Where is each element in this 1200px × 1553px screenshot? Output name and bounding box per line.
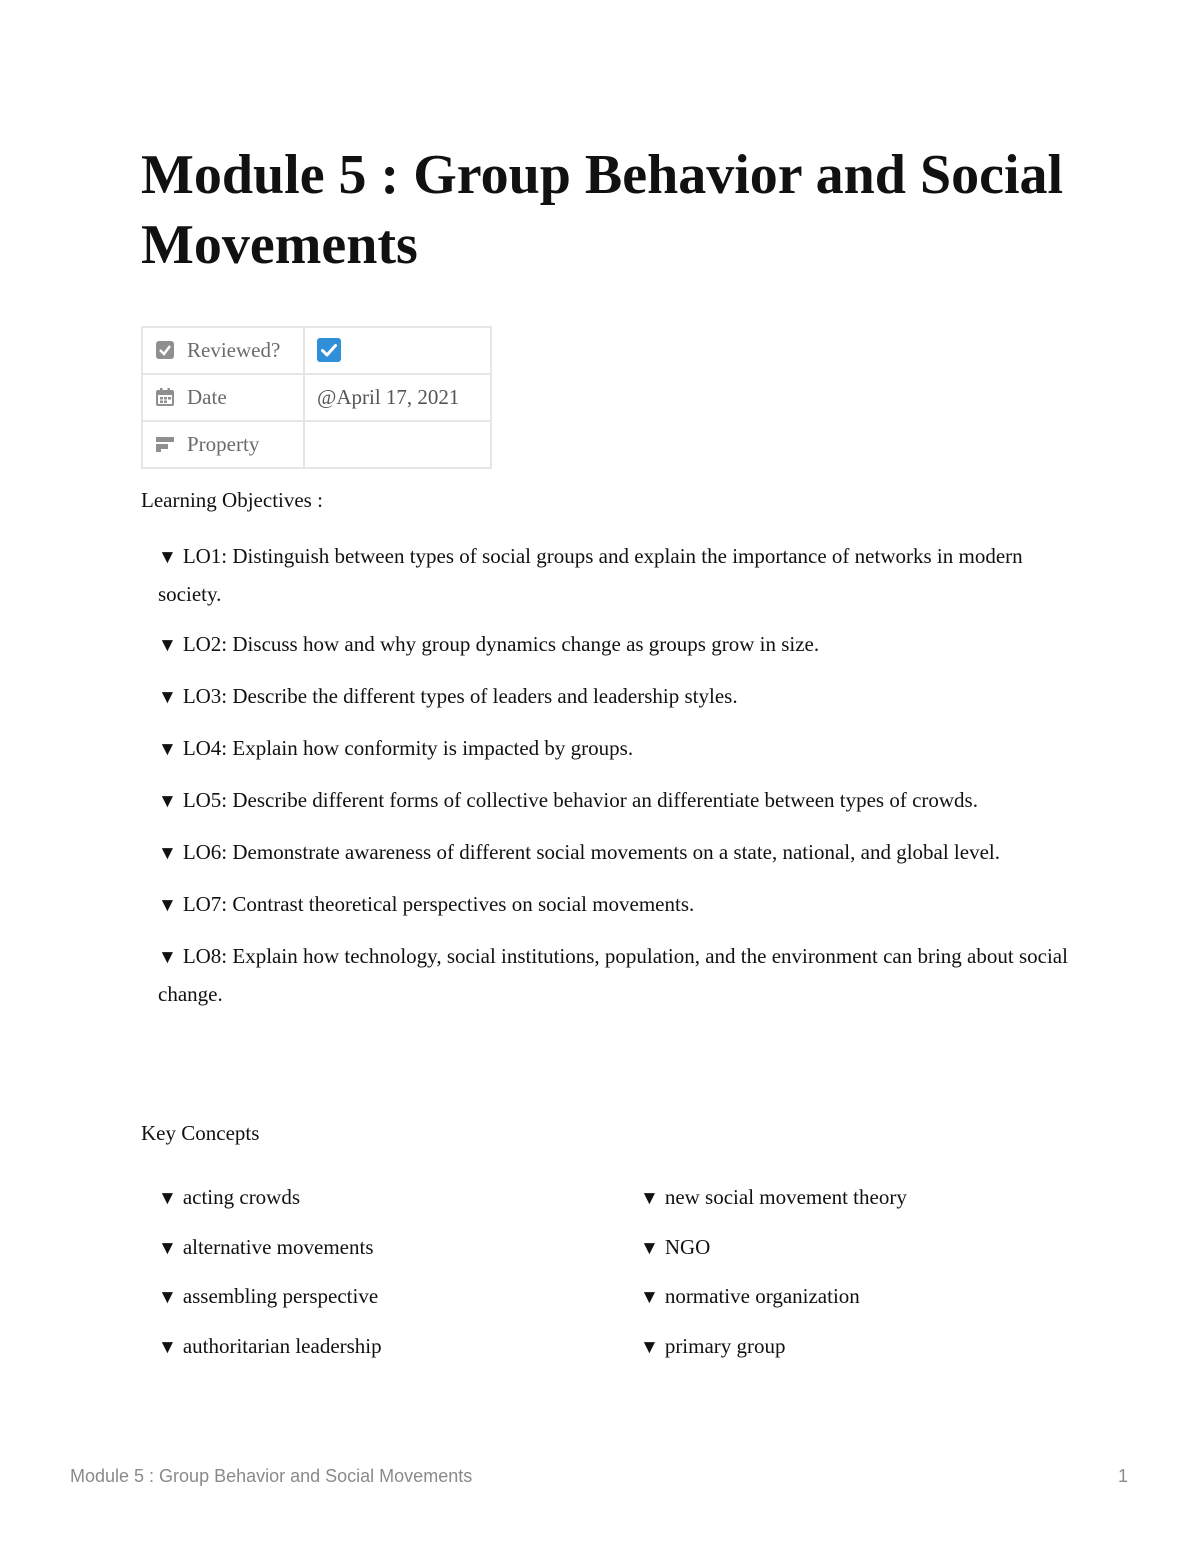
toggle-item-text: LO2: Discuss how and why group dynamics change as groups grow in size. (182, 632, 820, 656)
toggle-triangle-icon[interactable]: ▼ (158, 1287, 177, 1308)
toggle-triangle-icon[interactable]: ▼ (158, 843, 177, 864)
property-row-property (142, 421, 491, 468)
toggle-item[interactable] (158, 1279, 578, 1329)
toggle-triangle-icon[interactable]: ▼ (158, 547, 177, 568)
toggle-triangle-icon[interactable]: ▼ (158, 947, 177, 968)
toggle-item[interactable] (158, 1180, 578, 1230)
toggle-item-text: LO3: Describe the different types of leaders and leadership styles. (182, 684, 738, 708)
toggle-triangle-icon[interactable]: ▼ (158, 1237, 177, 1259)
toggle-item[interactable] (158, 678, 1068, 716)
property-row-reviewed (142, 327, 491, 374)
key-concepts-left-column (158, 1180, 578, 1378)
page-number: 1 (1118, 1466, 1129, 1486)
reviewed-checkbox[interactable] (317, 338, 341, 362)
toggle-item-text: authoritarian leadership (182, 1333, 382, 1358)
property-value-date[interactable]: @April 17, 2021 (304, 374, 491, 421)
property-row-date (142, 374, 491, 421)
property-value-property[interactable] (304, 421, 491, 468)
property-label: Date (187, 385, 227, 409)
checkmark-icon (317, 338, 341, 362)
toggle-item[interactable] (640, 1180, 1060, 1230)
toggle-triangle-icon[interactable]: ▼ (640, 1237, 659, 1259)
toggle-item-text: LO4: Explain how conformity is impacted by groups. (182, 736, 634, 760)
key-concepts-heading: Key Concepts (141, 1121, 260, 1145)
toggle-item[interactable] (640, 1230, 1060, 1280)
toggle-item-text: LO1: Distinguish between types of social groups and explain the importance of networks in modern society. (158, 544, 1023, 606)
checkbox-property-icon (155, 340, 175, 360)
page-title: Module 5 : Group Behavior and Social Movements (141, 144, 1064, 276)
toggle-item-text: LO8: Explain how technology, social institutions, population, and the environment can bring about social change. (158, 944, 1068, 1006)
toggle-item-text: new social movement theory (664, 1185, 907, 1209)
property-key-reviewed (142, 327, 304, 374)
toggle-triangle-icon[interactable]: ▼ (640, 1287, 659, 1308)
learning-objectives-list (158, 538, 1068, 1026)
toggle-item-text: normative organization (664, 1284, 860, 1308)
toggle-item[interactable] (158, 730, 1068, 768)
toggle-item[interactable] (640, 1329, 1060, 1379)
toggle-triangle-icon[interactable]: ▼ (158, 1188, 177, 1209)
toggle-item-text: acting crowds (182, 1185, 301, 1209)
toggle-item[interactable] (158, 1230, 578, 1280)
property-label: Property (187, 432, 260, 456)
toggle-item-text: NGO (664, 1234, 711, 1259)
toggle-item-text: assembling perspective (182, 1284, 379, 1308)
toggle-item[interactable] (158, 538, 1068, 612)
property-key-property (142, 421, 304, 468)
learning-objectives-heading: Learning Objectives : (141, 488, 323, 512)
toggle-item[interactable] (640, 1279, 1060, 1329)
toggle-item-text: alternative movements (182, 1234, 374, 1259)
toggle-item-text: LO6: Demonstrate awareness of different social movements on a state, national, and global level. (182, 840, 1000, 864)
property-value-reviewed (304, 327, 491, 374)
toggle-item[interactable] (158, 938, 1068, 1012)
toggle-item[interactable] (158, 834, 1068, 872)
toggle-triangle-icon[interactable]: ▼ (158, 791, 177, 812)
toggle-item-text: LO5: Describe different forms of collective behavior an differentiate between types of crowds. (182, 788, 978, 812)
footer-title: Module 5 : Group Behavior and Social Movements (70, 1466, 473, 1486)
toggle-item-text: primary group (664, 1333, 786, 1358)
text-property-icon (155, 434, 175, 454)
toggle-triangle-icon[interactable]: ▼ (640, 1188, 659, 1209)
toggle-triangle-icon[interactable]: ▼ (158, 687, 177, 708)
toggle-triangle-icon[interactable]: ▼ (158, 739, 177, 760)
property-label: Reviewed? (187, 338, 281, 362)
calendar-icon (155, 387, 175, 407)
toggle-triangle-icon[interactable]: ▼ (158, 1336, 177, 1358)
toggle-item[interactable] (158, 782, 1068, 820)
toggle-triangle-icon[interactable]: ▼ (158, 635, 177, 656)
toggle-triangle-icon[interactable]: ▼ (640, 1336, 659, 1358)
key-concepts-right-column (640, 1180, 1060, 1378)
toggle-item[interactable] (158, 626, 1068, 664)
toggle-item[interactable] (158, 1329, 578, 1379)
toggle-item-text: LO7: Contrast theoretical perspectives on social movements. (182, 892, 695, 916)
properties-table (141, 326, 492, 469)
toggle-item[interactable] (158, 886, 1068, 924)
property-key-date (142, 374, 304, 421)
toggle-triangle-icon[interactable]: ▼ (158, 895, 177, 916)
